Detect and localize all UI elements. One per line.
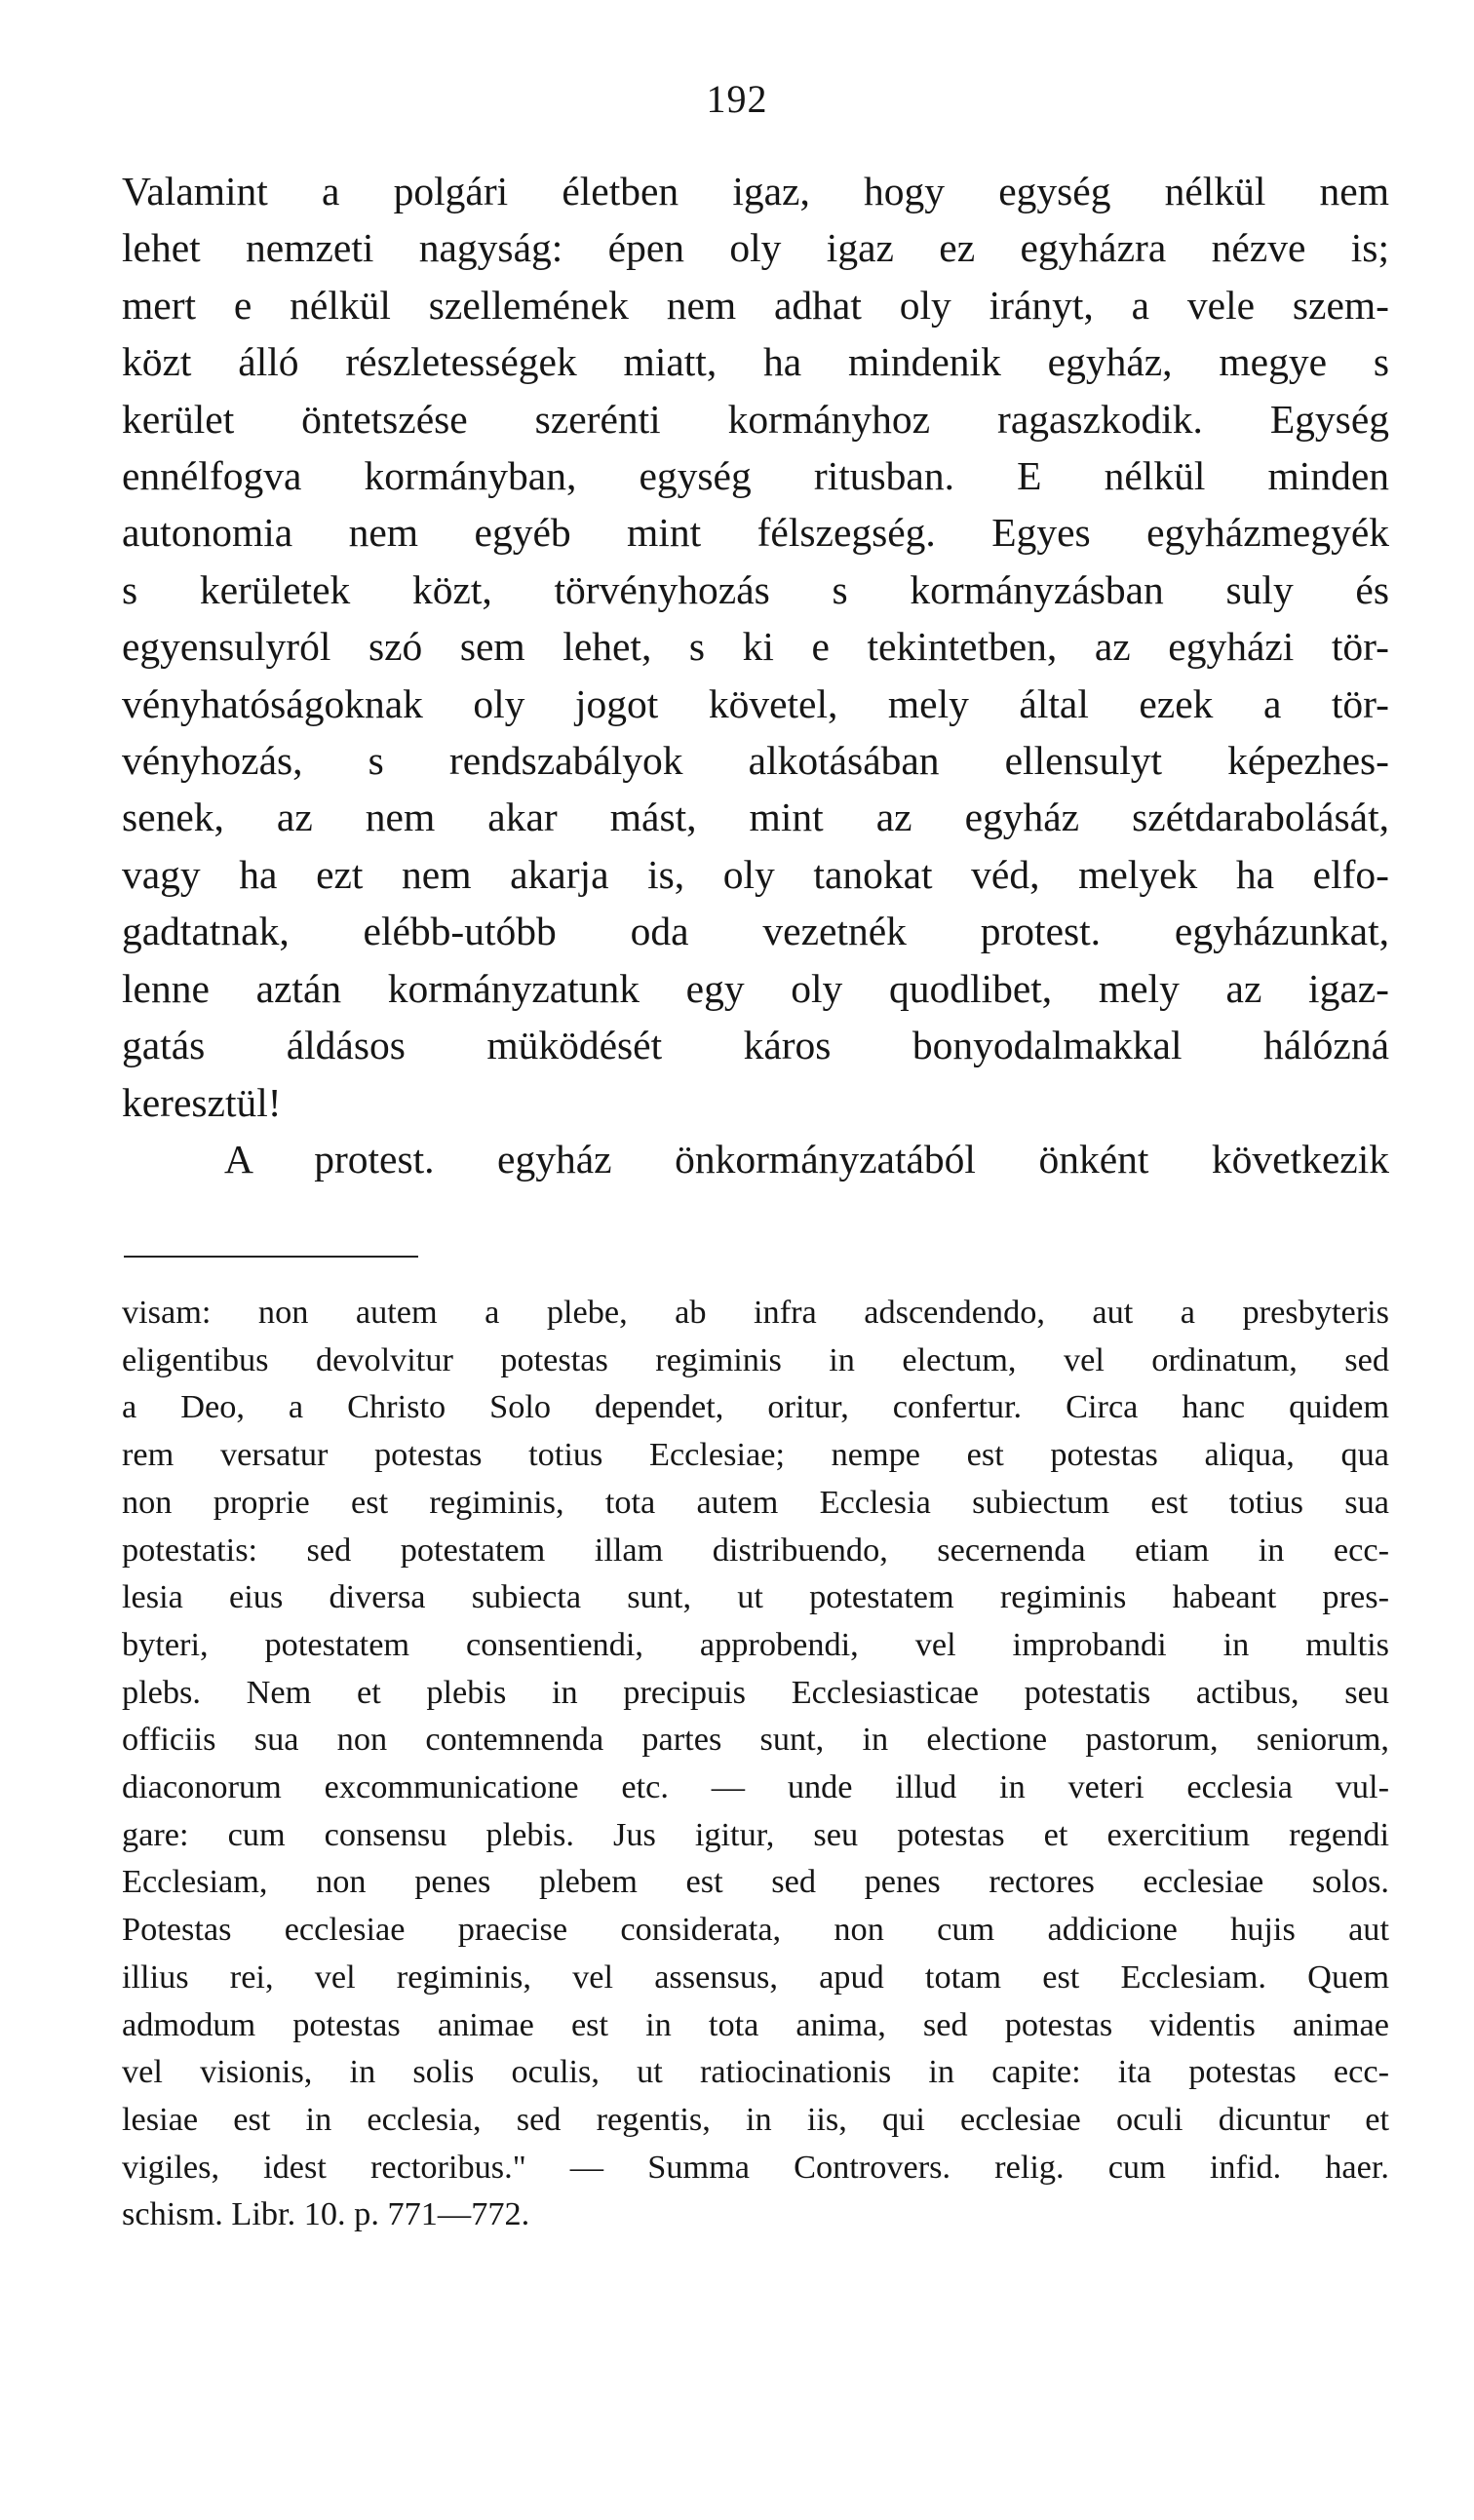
body-line: A protest. egyház önkormányzatából önként következik: [224, 1136, 1389, 1182]
body-line: autonomia nem egyéb mint félszegség. Egyes egyházmegyék: [122, 510, 1389, 556]
body-line: lehet nemzeti nagyság: épen oly igaz ez egyházra nézve is;: [122, 225, 1389, 271]
footnote-line: lesia eius diversa subiecta sunt, ut potestatem regiminis habeant pres-: [122, 1578, 1389, 1616]
body-line: egyensulyról szó sem lehet, s ki e tekintetben, az egyházi tör-: [122, 624, 1389, 670]
footnote-line: non proprie est regiminis, tota autem Ecclesia subiectum est totius sua: [122, 1483, 1389, 1521]
footnote-line: vigiles, idest rectoribus." — Summa Controvers. relig. cum infid. haer.: [122, 2148, 1389, 2186]
footnote-line: gare: cum consensu plebis. Jus igitur, seu potestas et exercitium regendi: [122, 1815, 1389, 1853]
body-line: keresztül!: [122, 1079, 282, 1125]
footnote-line: plebs. Nem et plebis in precipuis Ecclesiasticae potestatis actibus, seu: [122, 1673, 1389, 1711]
footnote-line: schism. Libr. 10. p. 771—772.: [122, 2195, 530, 2233]
footnote-line: Ecclesiam, non penes plebem est sed penes rectores ecclesiae solos.: [122, 1863, 1389, 1901]
page-number: 192: [706, 77, 768, 121]
body-line: kerület öntetszése szerénti kormányhoz ragaszkodik. Egység: [122, 396, 1389, 442]
body-line: senek, az nem akar mást, mint az egyház szétdarabolását,: [122, 795, 1389, 840]
body-line: gatás áldásos müködését káros bonyodalmakkal hálózná: [122, 1023, 1389, 1068]
footnote-line: diaconorum excommunicatione etc. — unde illud in veteri ecclesia vul-: [122, 1768, 1389, 1806]
footnote-line: visam: non autem a plebe, ab infra adscendendo, aut a presbyteris: [122, 1294, 1389, 1331]
body-line: Valamint a polgári életben igaz, hogy egység nélkül nem: [122, 169, 1389, 213]
footnote-line: admodum potestas animae est in tota anima, sed potestas videntis animae: [122, 2005, 1389, 2043]
body-line: közt álló részletességek miatt, ha mindenik egyház, megye s: [122, 339, 1389, 385]
footnote-line: a Deo, a Christo Solo dependet, oritur, confertur. Circa hanc quidem: [122, 1388, 1389, 1426]
footnote-line: rem versatur potestas totius Ecclesiae; nempe est potestas aliqua, qua: [122, 1436, 1389, 1474]
footnote-line: illius rei, vel regiminis, vel assensus, apud totam est Ecclesiam. Quem: [122, 1958, 1389, 1996]
body-text: [122, 163, 1389, 1187]
body-line: ennélfogva kormányban, egység ritusban. E nélkül minden: [122, 453, 1389, 499]
body-line: vagy ha ezt nem akarja is, oly tanokat véd, melyek ha elfo-: [122, 851, 1389, 897]
footnote-text: [122, 1289, 1389, 2238]
body-line: s kerületek közt, törvényhozás s kormányzásban suly és: [122, 566, 1389, 612]
body-line: vényhatóságoknak oly jogot követel, mely által ezek a tör-: [122, 680, 1389, 726]
footnote-line: vel visionis, in solis oculis, ut ratiocinationis in capite: ita potestas ecc-: [122, 2053, 1389, 2091]
footnote-line: officiis sua non contemnenda partes sunt, in electione pastorum, seniorum,: [122, 1721, 1389, 1759]
footnote-line: potestatis: sed potestatem illam distribuendo, secernenda etiam in ecc-: [122, 1531, 1389, 1569]
body-line: lenne aztán kormányzatunk egy oly quodlibet, mely az igaz-: [122, 965, 1389, 1011]
footnote-divider: [124, 1256, 418, 1258]
body-line: mert e nélkül szellemének nem adhat oly irányt, a vele szem-: [122, 282, 1389, 328]
body-line: vényhozás, s rendszabályok alkotásában ellensulyt képezhes-: [122, 738, 1389, 784]
body-line: gadtatnak, elébb-utóbb oda vezetnék protest. egyházunkat,: [122, 909, 1389, 954]
footnote-line: lesiae est in ecclesia, sed regentis, in iis, qui ecclesiae oculi dicuntur et: [122, 2100, 1389, 2138]
footnote-line: Potestas ecclesiae praecise considerata, non cum addicione hujis aut: [122, 1911, 1389, 1949]
footnote-line: byteri, potestatem consentiendi, approbendi, vel improbandi in multis: [122, 1625, 1389, 1663]
footnote-line: eligentibus devolvitur potestas regiminis in electum, vel ordinatum, sed: [122, 1340, 1389, 1378]
